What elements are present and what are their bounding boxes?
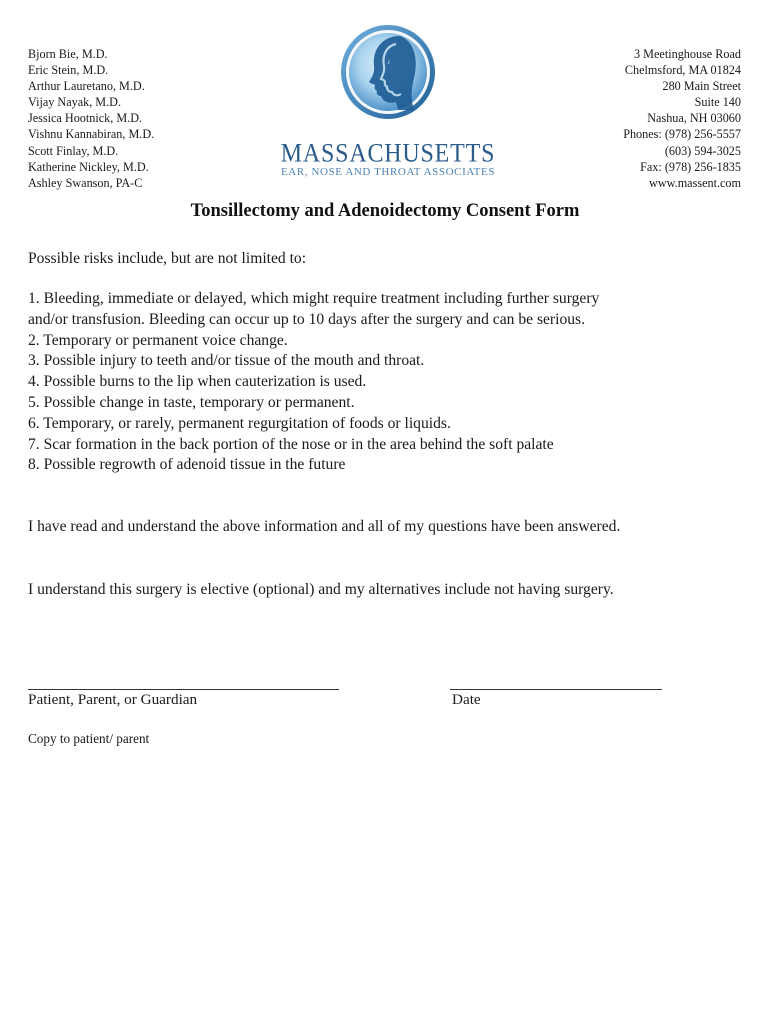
acknowledgement-statement: I have read and understand the above information and all of my questions have been answered. [28,518,621,535]
phone-line: (603) 594-3025 [664,143,741,158]
phone-line: Phones: (978) 256-5557 [623,127,741,142]
risk-list [28,289,599,476]
profile-silhouette-icon [338,22,438,122]
fax-line: Fax: (978) 256-1835 [640,159,741,174]
risk-item: 1. Bleeding, immediate or delayed, which might require treatment including further surgery [28,290,600,307]
provider-name: Bjorn Bie, M.D. [28,47,108,61]
logo-subtitle: EAR, NOSE AND THROAT ASSOCIATES [280,166,496,178]
risk-item: 6. Temporary, or rarely, permanent regurgitation of foods or liquids. [28,414,451,432]
logo-wordmark: MASSACHUSETTS [280,140,496,169]
risk-item-continued: and/or transfusion. Bleeding can occur up to 10 days after the surgery and can be serious. [28,310,586,328]
risk-item: 3. Possible injury to teeth and/or tissue of the mouth and throat. [28,352,425,370]
provider-name: Eric Stein, M.D. [28,63,109,78]
risk-item: 7. Scar formation in the back portion of the nose or in the area behind the soft palate [28,435,554,453]
website-line: www.massent.com [649,175,741,190]
contact-block [623,46,741,191]
date-line[interactable] [450,689,662,690]
elective-statement: I understand this surgery is elective (optional) and my alternatives include not having surgery. [28,581,614,598]
provider-name: Katherine Nickley, M.D. [28,159,149,174]
form-title: Tonsillectomy and Adenoidectomy Consent Form [190,201,580,221]
signature-label: Patient, Parent, or Guardian [28,691,198,708]
address-line: Chelmsford, MA 01824 [624,63,741,78]
provider-name: Vijay Nayak, M.D. [28,95,122,110]
risks-intro: Possible risks include, but are not limited to: [28,250,307,267]
copy-note: Copy to patient/ parent [28,731,150,746]
risk-item: 4. Possible burns to the lip when cauterization is used. [28,373,367,391]
date-label: Date [452,691,481,708]
risk-item: 5. Possible change in taste, temporary or permanent. [28,393,355,411]
practice-logo [268,22,508,178]
risk-item: 8. Possible regrowth of adenoid tissue in the future [28,456,346,474]
signature-line[interactable] [28,689,339,690]
provider-name: Ashley Swanson, PA-C [28,175,143,190]
risk-item: 2. Temporary or permanent voice change. [28,331,288,349]
provider-name: Scott Finlay, M.D. [28,143,119,158]
provider-name: Jessica Hootnick, M.D. [28,111,143,126]
address-line: 3 Meetinghouse Road [634,47,741,61]
address-line: Nashua, NH 03060 [647,111,741,126]
provider-list [28,46,154,191]
svg-text:♪: ♪ [387,58,391,66]
address-line: 280 Main Street [662,79,741,94]
provider-name: Arthur Lauretano, M.D. [28,79,145,94]
provider-name: Vishnu Kannabiran, M.D. [28,127,155,142]
address-line: Suite 140 [694,95,741,110]
